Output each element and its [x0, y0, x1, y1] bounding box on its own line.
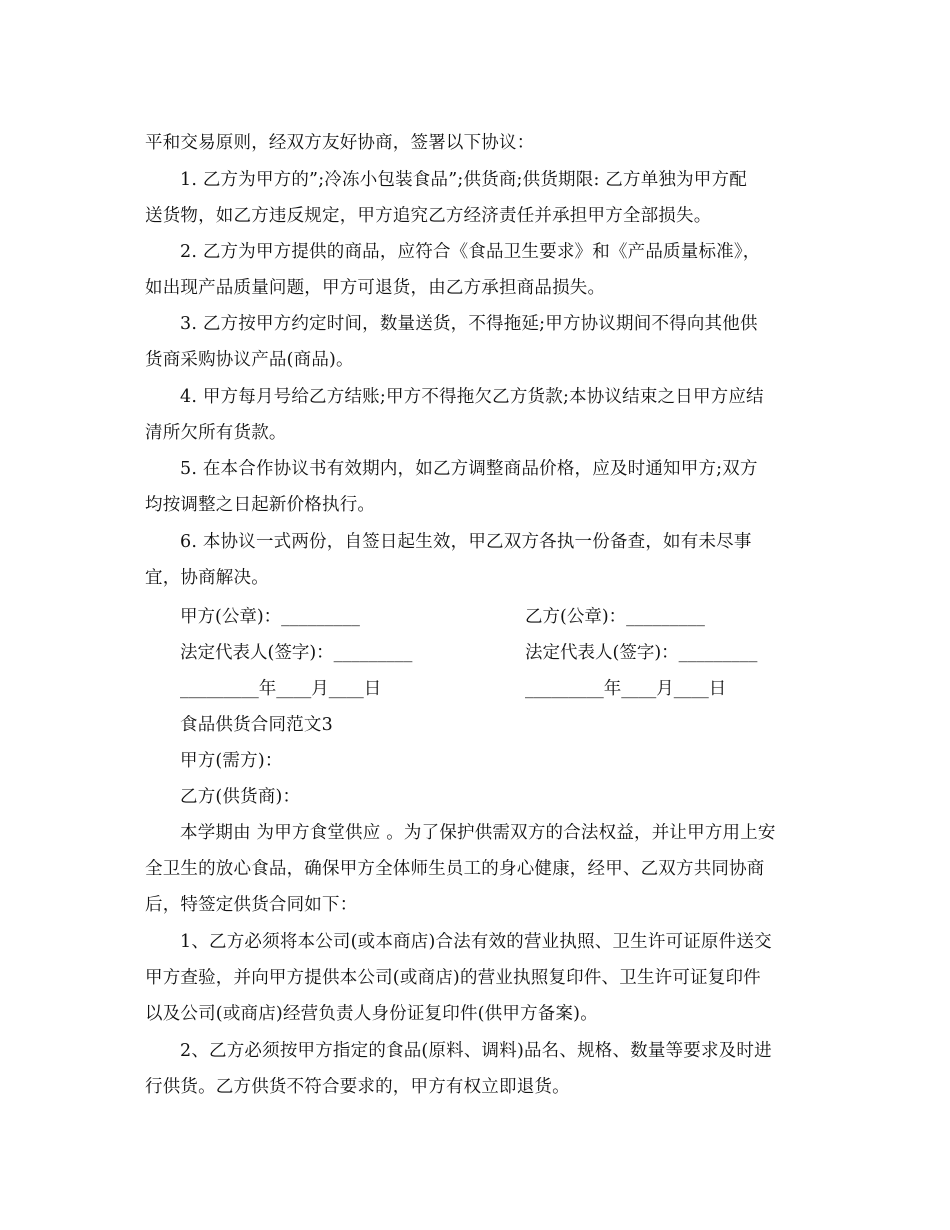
clause-6-line: 宜，协商解决。: [145, 568, 269, 588]
article-1-line: 甲方查验，并向甲方提供本公司(或商店)的营业执照复印件、卫生许可证复印件: [145, 968, 761, 988]
clause-2-line: 如出现产品质量问题，甲方可退货，由乙方承担商品损失。: [145, 278, 606, 298]
party-b-label: 乙方(供货商)：: [180, 787, 301, 807]
article-1-line: 以及公司(或商店)经营负责人身份证复印件(供甲方备案)。: [145, 1004, 598, 1024]
clause-5-line: 均按调整之日起新价格执行。: [145, 495, 376, 515]
party-a-date-field: _________年____月____日: [180, 679, 382, 699]
clause-4-line: 清所欠所有货款。: [145, 423, 287, 443]
intro-line: 全卫生的放心食品，确保甲方全体师生员工的身心健康，经甲、乙双方共同协商: [145, 859, 765, 879]
party-a-representative-field: 法定代表人(签字)：_________: [180, 643, 413, 663]
clause-3-line: 3. 乙方按甲方约定时间，数量送货，不得拖延;甲方协议期间不得向其他供: [180, 314, 758, 334]
article-1-line: 1、乙方必须将本公司(或本商店)合法有效的营业执照、卫生许可证原件送交: [180, 932, 772, 952]
clause-1-line: 送货物，如乙方违反规定，甲方追究乙方经济责任并承担甲方全部损失。: [145, 206, 712, 226]
clause-2-line: 2. 乙方为甲方提供的商品，应符合《食品卫生要求》和《产品质量标准》，: [180, 242, 761, 262]
clause-4-line: 4. 甲方每月号给乙方结账;甲方不得拖欠乙方货款;本协议结束之日甲方应结: [180, 387, 764, 407]
article-2-line: 行供货。乙方供货不符合要求的，甲方有权立即退货。: [145, 1077, 570, 1097]
party-a-seal-field: 甲方(公章)：_________: [180, 607, 360, 627]
party-b-seal-field: 乙方(公章)：_________: [525, 607, 705, 627]
intro-line: 后，特签定供货合同如下：: [145, 895, 358, 915]
intro-line: 本学期由 为甲方食堂供应 。为了保护供需双方的合法权益，并让甲方用上安: [180, 823, 776, 843]
clause-3-line: 货商采购协议产品(商品)。: [145, 350, 354, 370]
party-b-representative-field: 法定代表人(签字)：_________: [525, 643, 758, 663]
article-2-line: 2、乙方必须按甲方指定的食品(原料、调料)品名、规格、数量等要求及时进: [180, 1041, 772, 1061]
party-b-date-field: _________年____月____日: [525, 679, 727, 699]
clause-1-line: 1. 乙方为甲方的”;冷冻小包装食品”;供货商;供货期限: 乙方单独为甲方配: [180, 170, 747, 190]
paragraph-line: 平和交易原则，经双方友好协商，签署以下协议：: [145, 133, 535, 153]
section-title: 食品供货合同范文3: [180, 715, 333, 735]
clause-6-line: 6. 本协议一式两份，自签日起生效，甲乙双方各执一份备查，如有未尽事: [180, 532, 752, 552]
clause-5-line: 5. 在本合作协议书有效期内，如乙方调整商品价格，应及时通知甲方;双方: [180, 459, 758, 479]
party-a-label: 甲方(需方)：: [180, 751, 283, 771]
